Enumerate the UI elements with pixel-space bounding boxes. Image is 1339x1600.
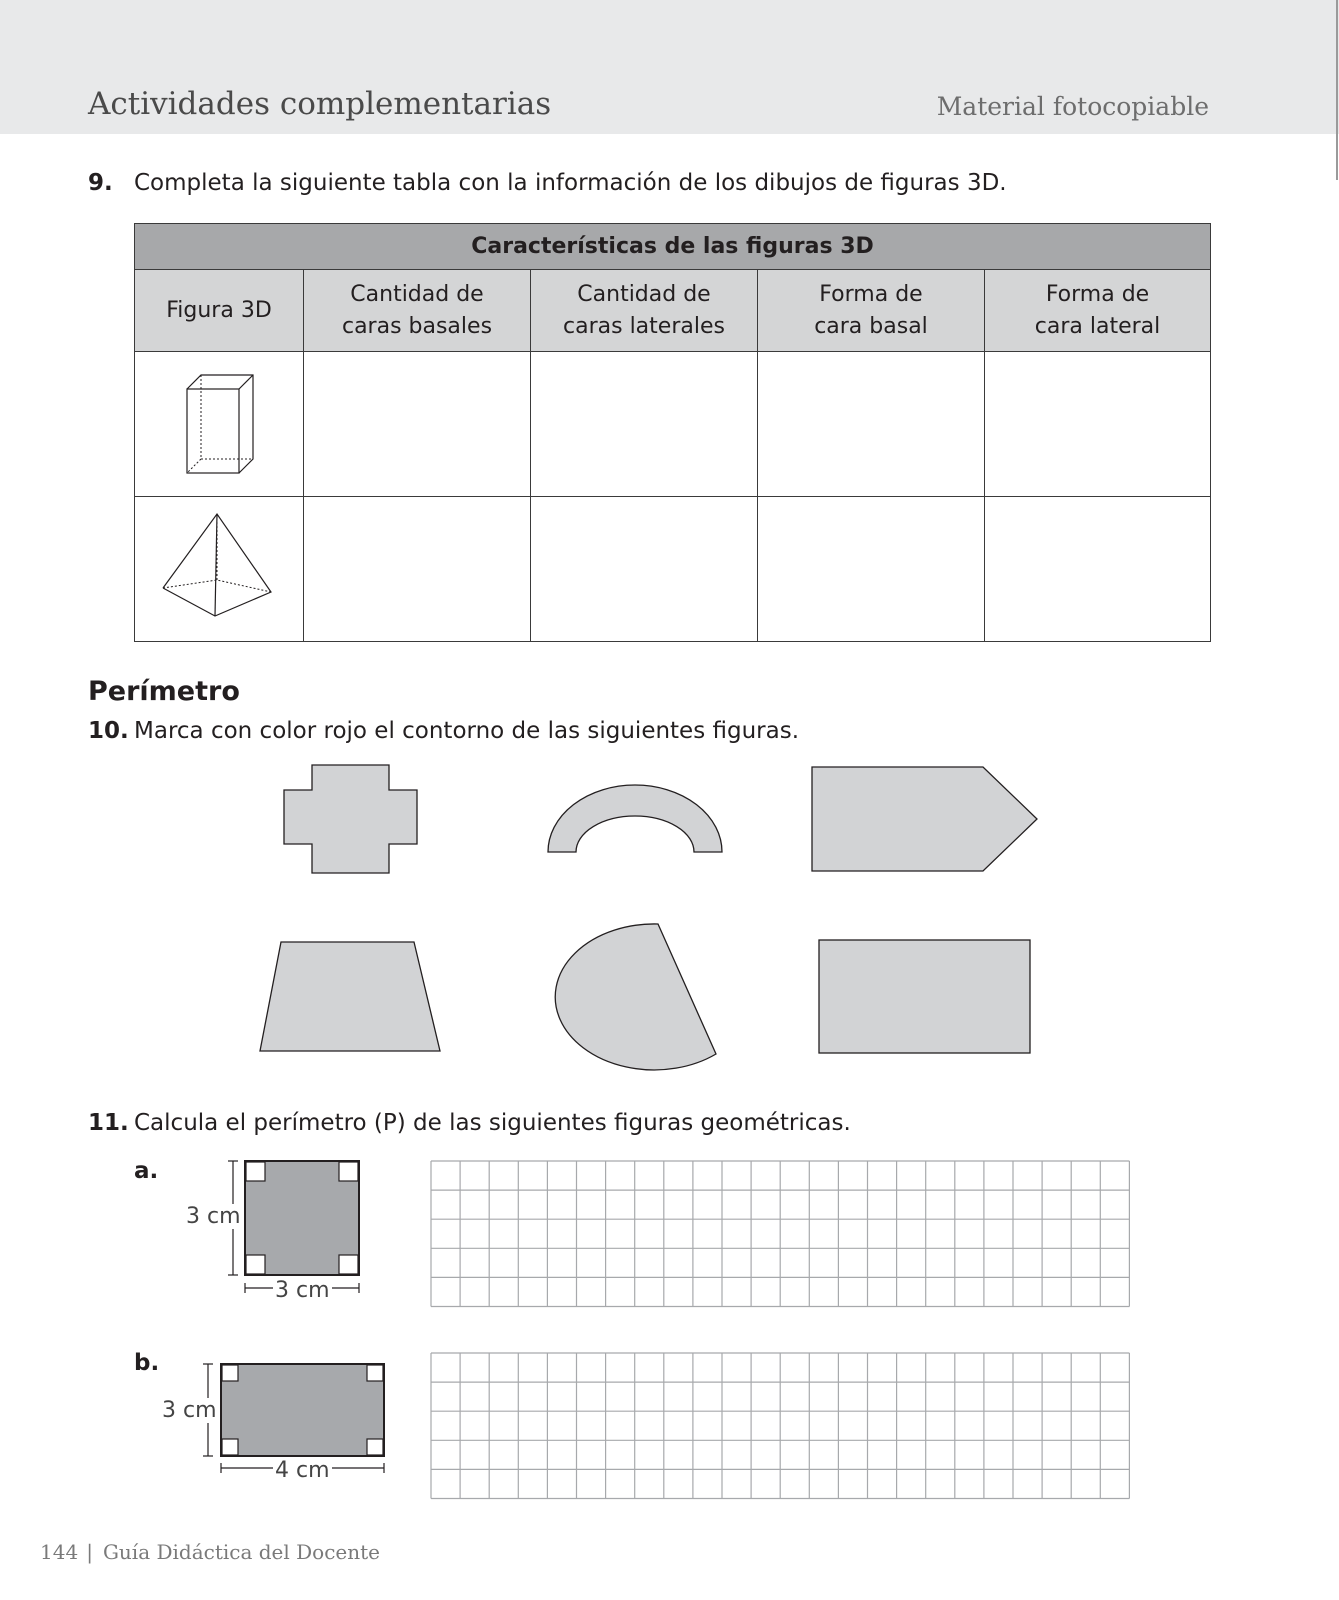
- question-10-text: Marca con color rojo el contorno de las siguientes figuras.: [134, 718, 800, 744]
- header-title: Actividades complementarias: [88, 86, 552, 122]
- height-label-a: 3 cm: [186, 1204, 241, 1229]
- width-label-b: 4 cm: [275, 1458, 330, 1483]
- answer-grid-b[interactable]: [431, 1353, 1129, 1499]
- square-figure: [228, 1161, 359, 1293]
- item-letter-b: b.: [134, 1350, 160, 1376]
- column-header-line: cara basal: [814, 313, 928, 339]
- width-label-a: 3 cm: [275, 1278, 330, 1303]
- item-letter-a: a.: [134, 1158, 159, 1184]
- trapezoid-shape[interactable]: [260, 942, 440, 1051]
- question-11-text: Calcula el perímetro (P) de las siguientes figuras geométricas.: [134, 1110, 851, 1136]
- cross-shape[interactable]: [284, 765, 417, 873]
- rectangle-figure: [203, 1364, 384, 1473]
- column-header-line: cara lateral: [1034, 313, 1161, 339]
- footer-separator: |: [86, 1540, 93, 1564]
- column-header-line: caras laterales: [563, 313, 725, 339]
- question-9-number: 9.: [88, 170, 113, 196]
- section-title: Perímetro: [88, 676, 240, 707]
- header-right-label: Material fotocopiable: [936, 92, 1209, 121]
- question-11-number: 11.: [88, 1110, 129, 1136]
- footer: [40, 1540, 380, 1564]
- rectangle-shape[interactable]: [819, 940, 1030, 1053]
- answer-grid-a[interactable]: [431, 1161, 1129, 1307]
- question-9-text: Completa la siguiente tabla con la información de los dibujos de figuras 3D.: [134, 170, 1007, 196]
- footer-title: Guía Didáctica del Docente: [102, 1540, 381, 1564]
- column-header-line: Forma de: [1045, 281, 1150, 307]
- column-header-line: Cantidad de: [350, 281, 484, 307]
- page-number: 144: [40, 1540, 79, 1564]
- column-header-line: Forma de: [819, 281, 923, 307]
- half-ring-shape[interactable]: [548, 785, 722, 852]
- pentagon-arrow-shape[interactable]: [812, 767, 1037, 871]
- column-header-line: Figura 3D: [166, 297, 272, 323]
- height-label-b: 3 cm: [162, 1398, 217, 1423]
- column-header-line: Cantidad de: [577, 281, 711, 307]
- table-title: Características de las figuras 3D: [135, 224, 1211, 270]
- question-10-number: 10.: [88, 718, 129, 744]
- circular-sector-shape[interactable]: [555, 924, 716, 1070]
- column-header-line: caras basales: [341, 313, 493, 339]
